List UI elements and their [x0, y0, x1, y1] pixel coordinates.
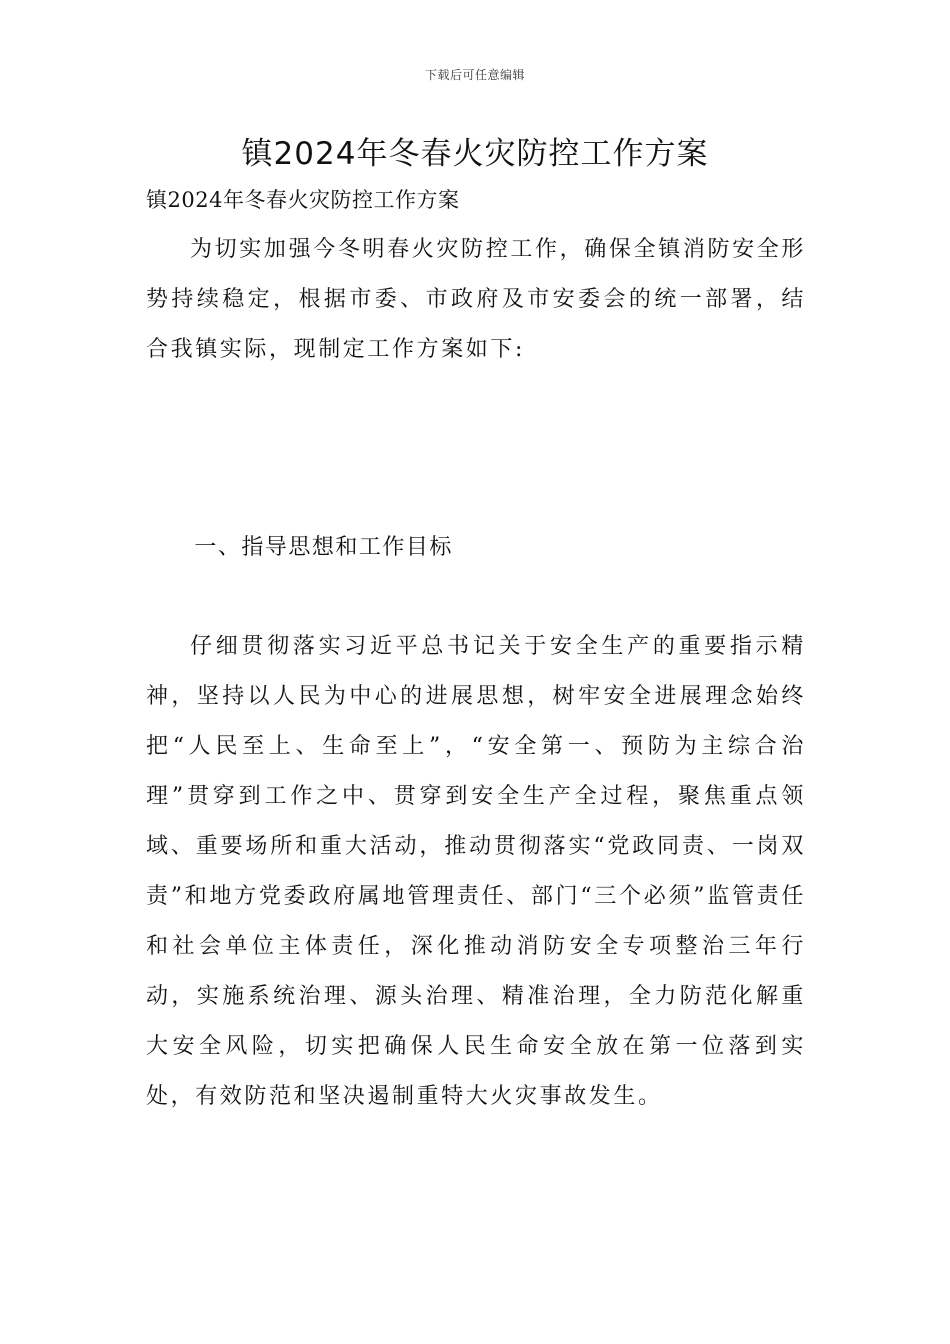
- section-heading-guiding-ideology: 一、指导思想和工作目标: [194, 535, 453, 560]
- section-body-guiding-ideology: 仔细贯彻落实习近平总书记关于安全生产的重要指示精神，坚持以人民为中心的进展思想，树牢安全进展理念始终把“人民至上、生命至上”，“安全第一、预防为主综合治理”贯穿到工作之中、贯穿到安全生产全过程，聚焦重点领域、重要场所和重大活动，推动贯彻落实“党政同责、一岗双责”和地方党委政府属地管理责任、部门“三个必须”监管责任和社会单位主体责任，深化推动消防安全专项整治三年行动，实施系统治理、源头治理、精准治理，全力防范化解重大安全风险，切实把确保人民生命安全放在第一位落到实处，有效防范和坚决遏制重特大火灾事故发生。: [146, 634, 806, 1109]
- intro-paragraph: 为切实加强今冬明春火灾防控工作，确保全镇消防安全形势持续稳定，根据市委、市政府及市安委会的统一部署，结合我镇实际，现制定工作方案如下:: [146, 237, 806, 362]
- header-note: 下载后可任意编辑: [424, 68, 525, 82]
- document-subtitle: 镇2024年冬春火灾防控工作方案: [146, 188, 460, 212]
- document-title: 镇2024年冬春火灾防控工作方案: [241, 136, 709, 172]
